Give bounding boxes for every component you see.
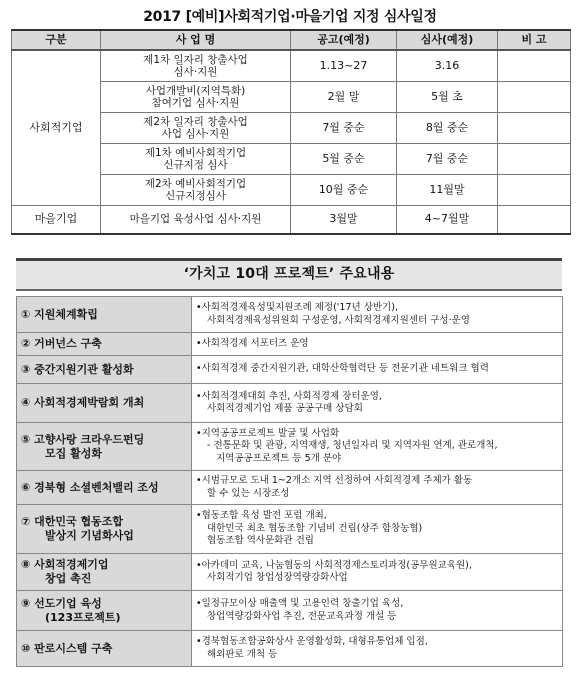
project-name: ⑦ 대한민국 협동조합 발상지 기념화사업 (17, 505, 192, 554)
review-date: 5월 초 (397, 81, 498, 112)
remarks-cell (498, 112, 571, 143)
project-row (17, 471, 563, 505)
schedule-title: 2017 [예비]사회적기업·마을기업 지정 심사일정 (143, 9, 437, 25)
review-date: 8월 중순 (397, 112, 498, 143)
business-name: 제1차 예비사회적기업 신규지정 심사 (101, 143, 291, 174)
project-row (17, 297, 563, 333)
header-remarks: 비 고 (498, 30, 571, 50)
project-name: ⑧ 사회적경제기업 창업 촉진 (17, 554, 192, 591)
project-name: ① 지원체계확립 (17, 297, 192, 333)
project-name: ⑤ 고향사랑 크라우드펀딩 모집 활성화 (17, 423, 192, 471)
notice-date: 1.13~27 (291, 50, 397, 81)
notice-date: 10월 중순 (291, 174, 397, 205)
project-row (17, 423, 563, 471)
business-name: 제2차 일자리 창출사업 사업 심사·지원 (101, 112, 291, 143)
project-name: ⑥ 경북형 소셜벤처밸리 조성 (17, 471, 192, 505)
projects-table (16, 296, 563, 667)
project-description: •사회적경제대회 추진, 사회적경제 장터운영, 사회적경제기업 제품 공공구매 상담회 (192, 384, 563, 423)
review-date: 3.16 (397, 50, 498, 81)
project-row (17, 384, 563, 423)
project-name: ② 거버넌스 구축 (17, 333, 192, 356)
project-row (17, 333, 563, 356)
project-description: •경북협동조합공화상사 운영활성화, 대형유통업체 입점, 해외판로 개척 등 (192, 631, 563, 667)
schedule-header-row (12, 30, 571, 50)
project-description: •일정규모이상 매출액 및 고용인력 창출기업 육성, 창업역량강화사업 추진, 전문교육과정 개설 등 (192, 591, 563, 631)
project-description: •아카데미 교육, 나눔협동의 사회적경제스토리과정(공무원교육원), 사회적기업 창업성장역량강화사업 (192, 554, 563, 591)
project-description: •사회적경제육성및지원조례 제정('17년 상반기), 사회적경제육성위원회 구성운영, 사회적경제지원센터 구성·운영 (192, 297, 563, 333)
notice-date: 5월 중순 (291, 143, 397, 174)
category-village-enterprise: 마을기업 (12, 205, 101, 234)
review-date: 4~7월말 (397, 205, 498, 234)
notice-date: 7월 중순 (291, 112, 397, 143)
remarks-cell (498, 81, 571, 112)
business-name: 제2차 예비사회적기업 신규지정심사 (101, 174, 291, 205)
remarks-cell (498, 143, 571, 174)
project-name: ⑨ 선도기업 육성 (123프로젝트) (17, 591, 192, 631)
business-name: 마을기업 육성사업 심사·지원 (101, 205, 291, 234)
business-name: 제1차 일자리 창출사업 심사·지원 (101, 50, 291, 81)
schedule-table (11, 29, 571, 235)
project-description: •시범규모로 도내 1~2개소 지역 선정하여 사회적경제 주체가 활동 할 수 있는 시장조성 (192, 471, 563, 505)
projects-title: ‘가치고 10대 프로젝트’ 주요내용 (16, 258, 562, 291)
header-business: 사 업 명 (101, 30, 291, 50)
project-name: ⑩ 판로시스템 구축 (17, 631, 192, 667)
remarks-cell (498, 174, 571, 205)
table-row (12, 50, 571, 81)
project-description: •협동조합 육성 발전 포럼 개최, 대한민국 최초 협동조합 기념비 건립(상주 함창농협) 협동조합 역사문화관 건립 (192, 505, 563, 554)
project-description: •사회적경제 중간지원기관, 대학산학협력단 등 전문기관 네트워크 협력 (192, 356, 563, 384)
project-row (17, 554, 563, 591)
project-row (17, 631, 563, 667)
project-name: ④ 사회적경제박람회 개최 (17, 384, 192, 423)
table-row (12, 205, 571, 234)
project-name: ③ 중간지원기관 활성화 (17, 356, 192, 384)
header-review: 심사(예정) (397, 30, 498, 50)
project-row (17, 591, 563, 631)
header-notice: 공고(예정) (291, 30, 397, 50)
header-category: 구분 (12, 30, 101, 50)
project-row (17, 356, 563, 384)
remarks-cell (498, 50, 571, 81)
remarks-cell (498, 205, 571, 234)
review-date: 7월 중순 (397, 143, 498, 174)
review-date: 11월말 (397, 174, 498, 205)
category-social-enterprise: 사회적기업 (12, 50, 101, 205)
business-name: 사업개발비(지역특화) 참여기업 심사·지원 (101, 81, 291, 112)
project-description: •지역공공프로젝트 발굴 및 사업화 - 전통문화 및 관광, 지역재생, 청년일자리 및 지역자원 연계, 관로개척, 지역공공프로젝트 등 5개 분야 (192, 423, 563, 471)
project-description: •사회적경제 서포터즈 운영 (192, 333, 563, 356)
notice-date: 3월말 (291, 205, 397, 234)
project-row (17, 505, 563, 554)
notice-date: 2월 말 (291, 81, 397, 112)
